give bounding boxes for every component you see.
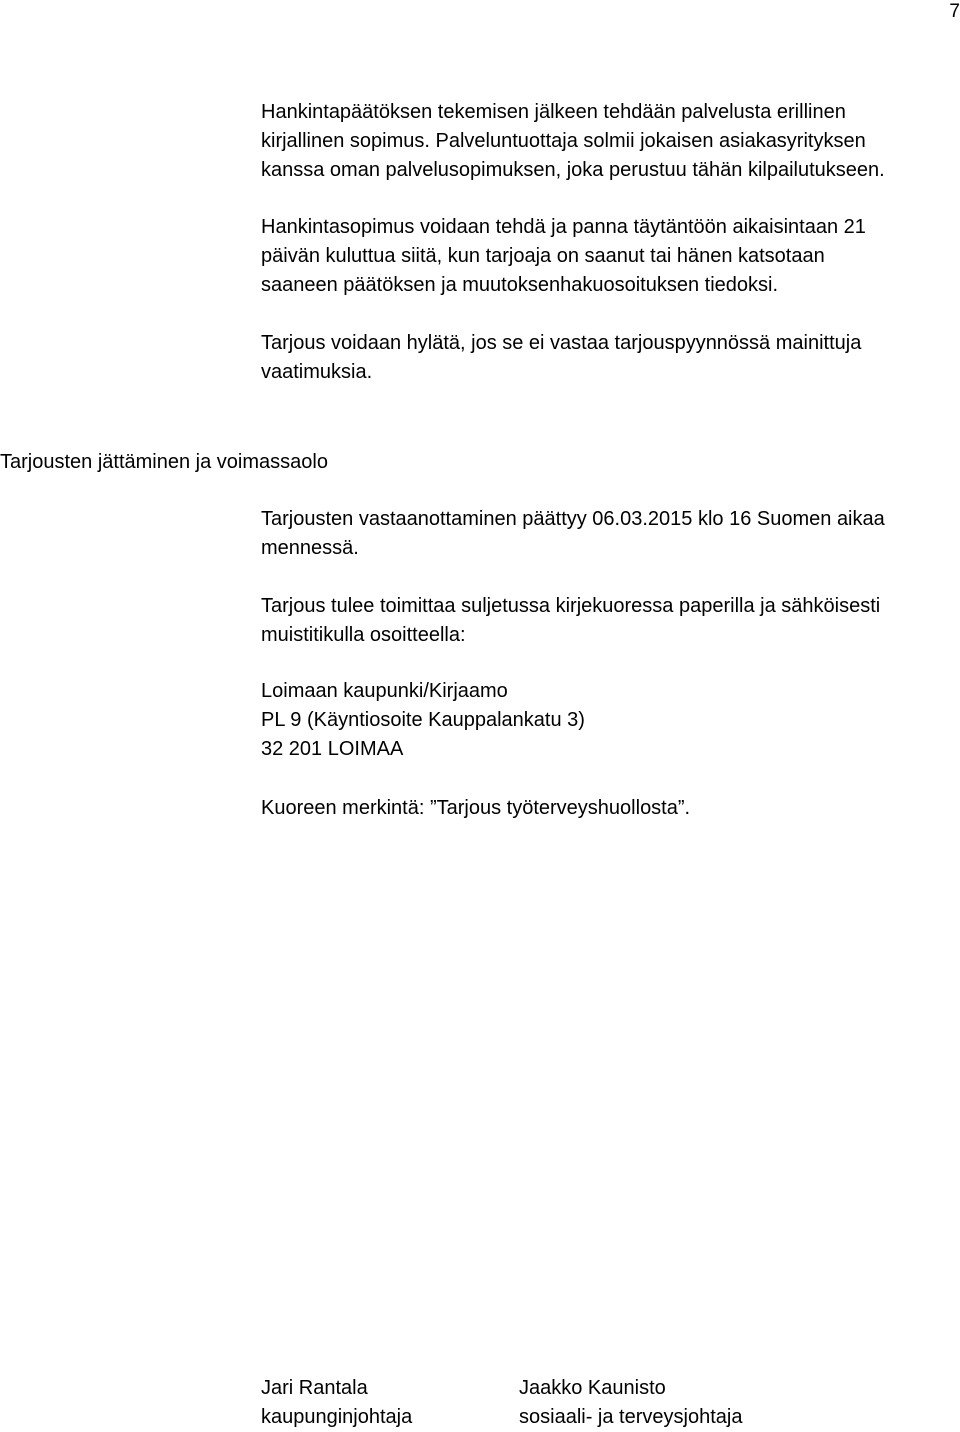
text-line: Tarjous tulee toimittaa suljetussa kirjekuoressa paperilla ja sähköisesti	[261, 595, 881, 617]
address-line: 32 201 LOIMAA	[261, 738, 404, 760]
address-block	[261, 677, 951, 764]
text-line: Hankintasopimus voidaan tehdä ja panna täytäntöön aikaisintaan 21	[261, 216, 866, 238]
text-line: saaneen päätöksen ja muutoksenhakuosoituksen tiedoksi.	[261, 274, 779, 296]
signer-name: Jari Rantala	[261, 1377, 368, 1399]
address-line: PL 9 (Käyntiosoite Kauppalankatu 3)	[261, 709, 585, 731]
address-line: Loimaan kaupunki/Kirjaamo	[261, 680, 508, 702]
text-line: kirjallinen sopimus. Palveluntuottaja solmii jokaisen asiakasyrityksen	[261, 130, 866, 152]
signer-title: kaupunginjohtaja	[261, 1406, 413, 1428]
paragraph-contract	[261, 98, 951, 185]
text-line: Tarjous voidaan hylätä, jos se ei vastaa tarjouspyynnössä mainittuja	[261, 332, 862, 354]
signature-block	[261, 1374, 561, 1432]
page-number: 7	[949, 1, 960, 22]
signature-block	[519, 1374, 819, 1432]
text-line: Kuoreen merkintä: ”Tarjous työterveyshuollosta”.	[261, 797, 691, 819]
text-line: Hankintapäätöksen tekemisen jälkeen tehdään palvelusta erillinen	[261, 101, 846, 123]
text-line: kanssa oman palvelusopimuksen, joka perustuu tähän kilpailutukseen.	[261, 159, 885, 181]
text-line: mennessä.	[261, 537, 359, 559]
text-line: päivän kuluttua siitä, kun tarjoaja on saanut tai hänen katsotaan	[261, 245, 825, 267]
text-line: vaatimuksia.	[261, 361, 373, 383]
envelope-marking	[261, 794, 951, 823]
paragraph-procurement-agreement	[261, 213, 951, 300]
text-line: muistitikulla osoitteella:	[261, 624, 466, 646]
paragraph-deadline	[261, 505, 951, 563]
paragraph-delivery	[261, 592, 951, 650]
section-heading: Tarjousten jättäminen ja voimassaolo	[0, 451, 328, 473]
signer-name: Jaakko Kaunisto	[519, 1377, 666, 1399]
paragraph-rejection	[261, 329, 951, 387]
signer-title: sosiaali- ja terveysjohtaja	[519, 1406, 743, 1428]
text-line: Tarjousten vastaanottaminen päättyy 06.03.2015 klo 16 Suomen aikaa	[261, 508, 885, 530]
